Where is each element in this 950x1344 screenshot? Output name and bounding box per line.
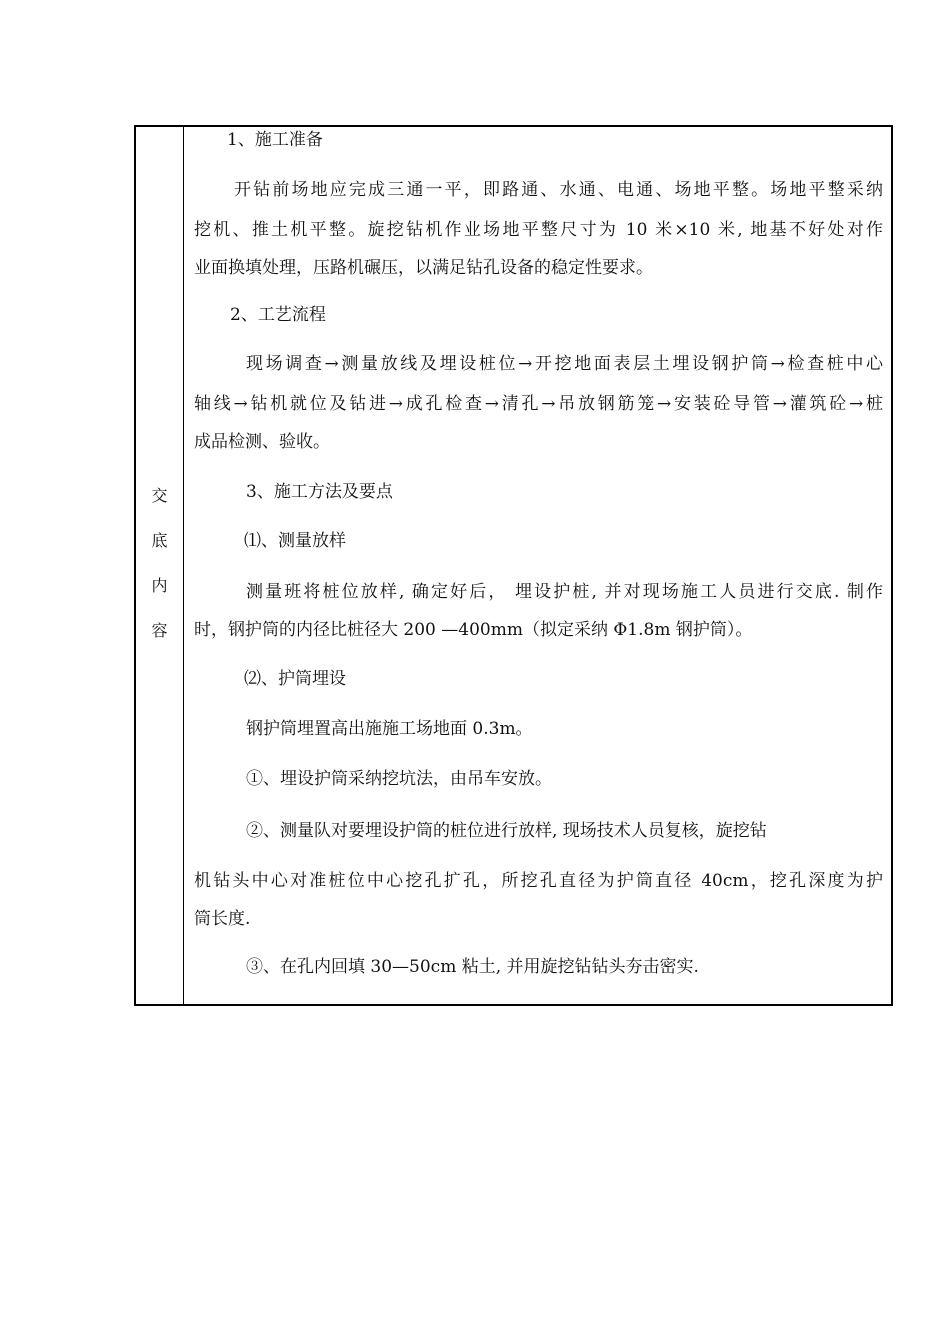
- section-heading: 2、工艺流程: [230, 305, 326, 325]
- paragraph-line: 轴线→钻机就位及钻进→成孔检查→清孔→吊放钢筋笼→安装砼导管→灌筑砼→桩: [194, 394, 883, 414]
- list-item: ②、测量队对要埋设护筒的桩位进行放样, 现场技术人员复核，旋挖钻: [246, 821, 767, 841]
- subsection-heading: ⑵、护筒埋设: [244, 669, 346, 689]
- list-item: ③、在孔内回填 30—50cm 粘土, 并用旋挖钻钻头夯击密实.: [246, 957, 699, 977]
- paragraph-line: 现场调查→测量放线及埋设桩位→开挖地面表层土埋设钢护筒→检查桩中心: [246, 354, 883, 374]
- paragraph-line: 时，钢护筒的内径比桩径大 200 —400mm（拟定采纳 Φ1.8m 钢护筒）。: [194, 620, 753, 640]
- label-text: [136, 479, 183, 659]
- list-item: ①、埋设护筒采纳挖坑法，由吊车安放。: [246, 769, 552, 789]
- paragraph-line: 测量班将桩位放样, 确定好后， 埋设护桩, 并对现场施工人员进行交底. 制作: [246, 582, 883, 602]
- paragraph-line: 成品检测、验收。: [194, 432, 330, 452]
- label-char: 交: [151, 486, 168, 505]
- label-char: 内: [151, 576, 168, 595]
- paragraph-line: 开钻前场地应完成三通一平，即路通、水通、电通、场地平整。场地平整采纳: [234, 180, 883, 200]
- subsection-heading: ⑴、测量放样: [244, 531, 346, 551]
- paragraph-line: 挖机、推土机平整。旋挖钻机作业场地平整尺寸为 10 米×10 米, 地基不好处对作: [194, 220, 883, 240]
- paragraph-line: 业面换填处理，压路机碾压，以满足钻孔设备的稳定性要求。: [194, 258, 653, 278]
- paragraph-line: 筒长度.: [194, 909, 251, 929]
- paragraph-line: 钢护筒埋置高出施施工场地面 0.3m。: [246, 719, 533, 739]
- content-cell: [184, 127, 891, 1004]
- section-heading: 3、施工方法及要点: [246, 482, 393, 502]
- paragraph-line: 机钻头中心对准桩位中心挖孔扩孔，所挖孔直径为护筒直径 40cm，挖孔深度为护: [194, 871, 883, 891]
- disclosure-table: [134, 125, 893, 1006]
- label-char: 容: [151, 621, 168, 640]
- label-char: 底: [151, 531, 168, 550]
- section-heading: 1、施工准备: [227, 130, 323, 150]
- label-cell: [136, 127, 184, 1004]
